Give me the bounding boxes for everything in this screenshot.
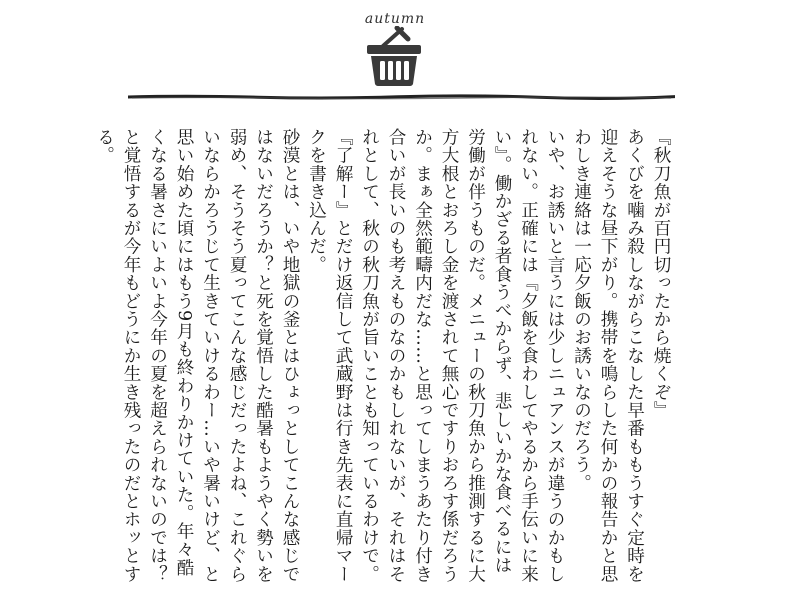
paragraph: 砂漠とは、いや地獄の釜とはひょっとしてこんな感じではないだろうか？と死を覚悟した酷暑もようやく勢いを弱め、そうそう夏ってこんな感じだったよね、これぐらいならかろうじて生きていけるわー…いや暑いけど、と思い始めた頃にはもう9月も終わりかけていた。年々酷くなる暑さにいよいよ今年の夏を超えられないのでは？と覚悟するが今年もどうにか生き残ったのだとホッとする。 [94,128,300,583]
header-divider [128,94,675,100]
paragraph: いや、お誘いと言うには少しニュアンスが違うのかもしれない。正確には『夕飯を食わしてやるから手伝いに来い』。働かざる者食うべからず、悲しいかな食べるには労働が伴うものだ。メニューの秋刀魚から推測するに大方大根とおろし金を渡されて無心ですりおろす係だろうか。まぁ全然範疇内だな……と思ってしまうあたり付き合いが長いのも考えものなのかもしれないが、それはそれとして、秋の秋刀魚が旨いことも知っているわけで。『了解ー』とだけ返信して武蔵野は行き先表に直帰マークを書き込んだ。 [306,128,565,583]
autumn-label: autumn [364,11,426,27]
paragraph: 『秋刀魚が百円切ったから焼くぞ』 [651,128,671,420]
header [0,0,808,110]
body-text [91,128,674,588]
paragraph: あくびを噛み殺しながらこなした早番ももうすぐ定時を迎えそうな昼下がり。携帯を鳴らした何かの報告かと思わしき連絡は一応夕飯のお誘いなのだろう。 [571,128,645,583]
shopping-basket-icon [364,26,424,88]
